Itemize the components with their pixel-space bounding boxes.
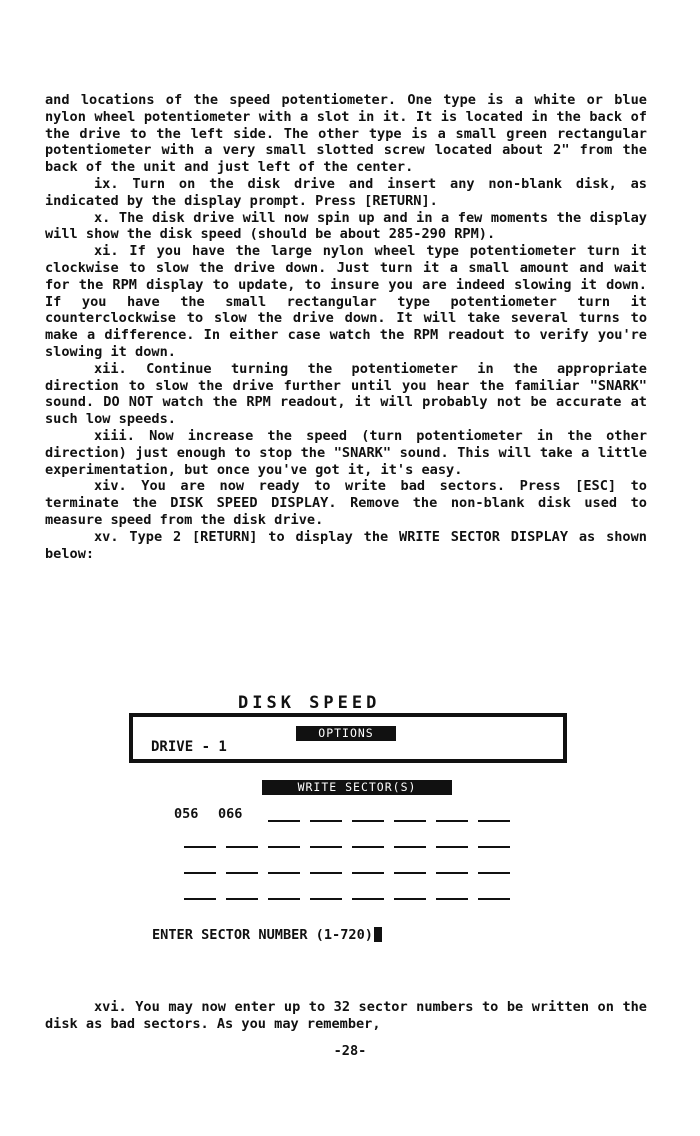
sector-entry-blank[interactable] <box>352 858 384 874</box>
sector-entry-blank[interactable] <box>268 806 300 822</box>
sector-entry-blank[interactable] <box>394 832 426 848</box>
sector-entry-blank[interactable] <box>436 884 468 900</box>
sector-entry: 056 <box>174 806 199 822</box>
sector-entry-blank[interactable] <box>184 832 216 848</box>
page-number: -28- <box>333 1043 367 1059</box>
sector-entry-blank[interactable] <box>436 806 468 822</box>
disk-speed-title: DISK SPEED <box>238 693 381 713</box>
sector-entry-blank[interactable] <box>184 858 216 874</box>
paragraph-step-xv: xv. Type 2 [RETURN] to display the WRITE SECTOR DISPLAY as shown below: <box>45 528 647 562</box>
paragraph-step-x: x. The disk drive will now spin up and in a few moments the display will show the disk speed (should be about 285-290 RPM). <box>45 209 647 243</box>
sector-row <box>174 806 534 826</box>
sector-entry-blank[interactable] <box>268 858 300 874</box>
sector-row <box>174 832 534 852</box>
sector-number-grid <box>174 806 534 906</box>
sector-entry-blank[interactable] <box>352 884 384 900</box>
paragraph-step-xi: xi. If you have the large nylon wheel type potentiometer turn it clockwise to slow the drive down. Just turn it a small amount and wait for the RPM display to update, to insure you are indeed slowing it down. If you have the small rectangular type potentiometer turn it counterclockwise to slow the drive down. It will take several turns to make a difference. In either case watch the RPM readout to verify you're slowing it down. <box>45 243 647 360</box>
sector-entry-blank[interactable] <box>226 884 258 900</box>
sector-entry: 066 <box>218 806 243 822</box>
sector-entry-blank[interactable] <box>352 806 384 822</box>
sector-entry-blank[interactable] <box>478 832 510 848</box>
sector-entry-blank[interactable] <box>478 884 510 900</box>
text-cursor <box>374 927 382 942</box>
paragraph-step-xii: xii. Continue turning the potentiometer in the appropriate direction to slow the drive further until you hear the familiar "SNARK" sound. DO NOT watch the RPM readout, it will probably not be accurate at such low speeds. <box>45 360 647 428</box>
sector-entry-blank[interactable] <box>478 806 510 822</box>
sector-entry-blank[interactable] <box>352 832 384 848</box>
sector-entry-blank[interactable] <box>478 858 510 874</box>
sector-entry-blank[interactable] <box>268 832 300 848</box>
drive-label: DRIVE - 1 <box>151 739 227 755</box>
paragraph-speed-potentiometer: and locations of the speed potentiometer. One type is a white or blue nylon wheel potentiometer with a slot in it. It is located in the back of the drive to the left side. The other type is a small green rectangular potentiometer with a very small slotted screw located about 2" from the back of the unit and just left of the center. <box>45 92 647 176</box>
paragraph-step-xiv: xiv. You are now ready to write bad sectors. Press [ESC] to terminate the DISK SPEED DISPLAY. Remove the non-blank disk used to measure speed from the disk drive. <box>45 478 647 528</box>
sector-entry-blank[interactable] <box>310 806 342 822</box>
sector-entry-blank[interactable] <box>310 832 342 848</box>
sector-entry-blank[interactable] <box>226 858 258 874</box>
sector-number-prompt[interactable] <box>152 927 382 943</box>
sector-entry-blank[interactable] <box>394 884 426 900</box>
sector-entry-blank[interactable] <box>310 858 342 874</box>
sector-row <box>174 884 534 904</box>
sector-entry-blank[interactable] <box>394 858 426 874</box>
instruction-text <box>45 92 647 562</box>
sector-entry-blank[interactable] <box>268 884 300 900</box>
sector-entry-blank[interactable] <box>436 858 468 874</box>
sector-entry-blank[interactable] <box>184 884 216 900</box>
sector-row <box>174 858 534 878</box>
paragraph-step-xiii: xiii. Now increase the speed (turn potentiometer in the other direction) just enough to stop the "SNARK" sound. This will take a little experimentation, but once you've got it, it's easy. <box>45 427 647 478</box>
continuation-text <box>45 999 647 1033</box>
sector-entry-blank[interactable] <box>436 832 468 848</box>
options-label: OPTIONS <box>296 726 396 741</box>
sector-entry-blank[interactable] <box>394 806 426 822</box>
paragraph-step-ix: ix. Turn on the disk drive and insert any non-blank disk, as indicated by the display prompt. Press [RETURN]. <box>45 175 647 209</box>
sector-entry-blank[interactable] <box>310 884 342 900</box>
sector-entry-blank[interactable] <box>226 832 258 848</box>
prompt-text: ENTER SECTOR NUMBER (1-720) <box>152 927 373 943</box>
paragraph-step-xvi: xvi. You may now enter up to 32 sector numbers to be written on the disk as bad sectors. As you may remember, <box>45 999 647 1032</box>
write-sector-label: WRITE SECTOR(S) <box>262 780 452 795</box>
